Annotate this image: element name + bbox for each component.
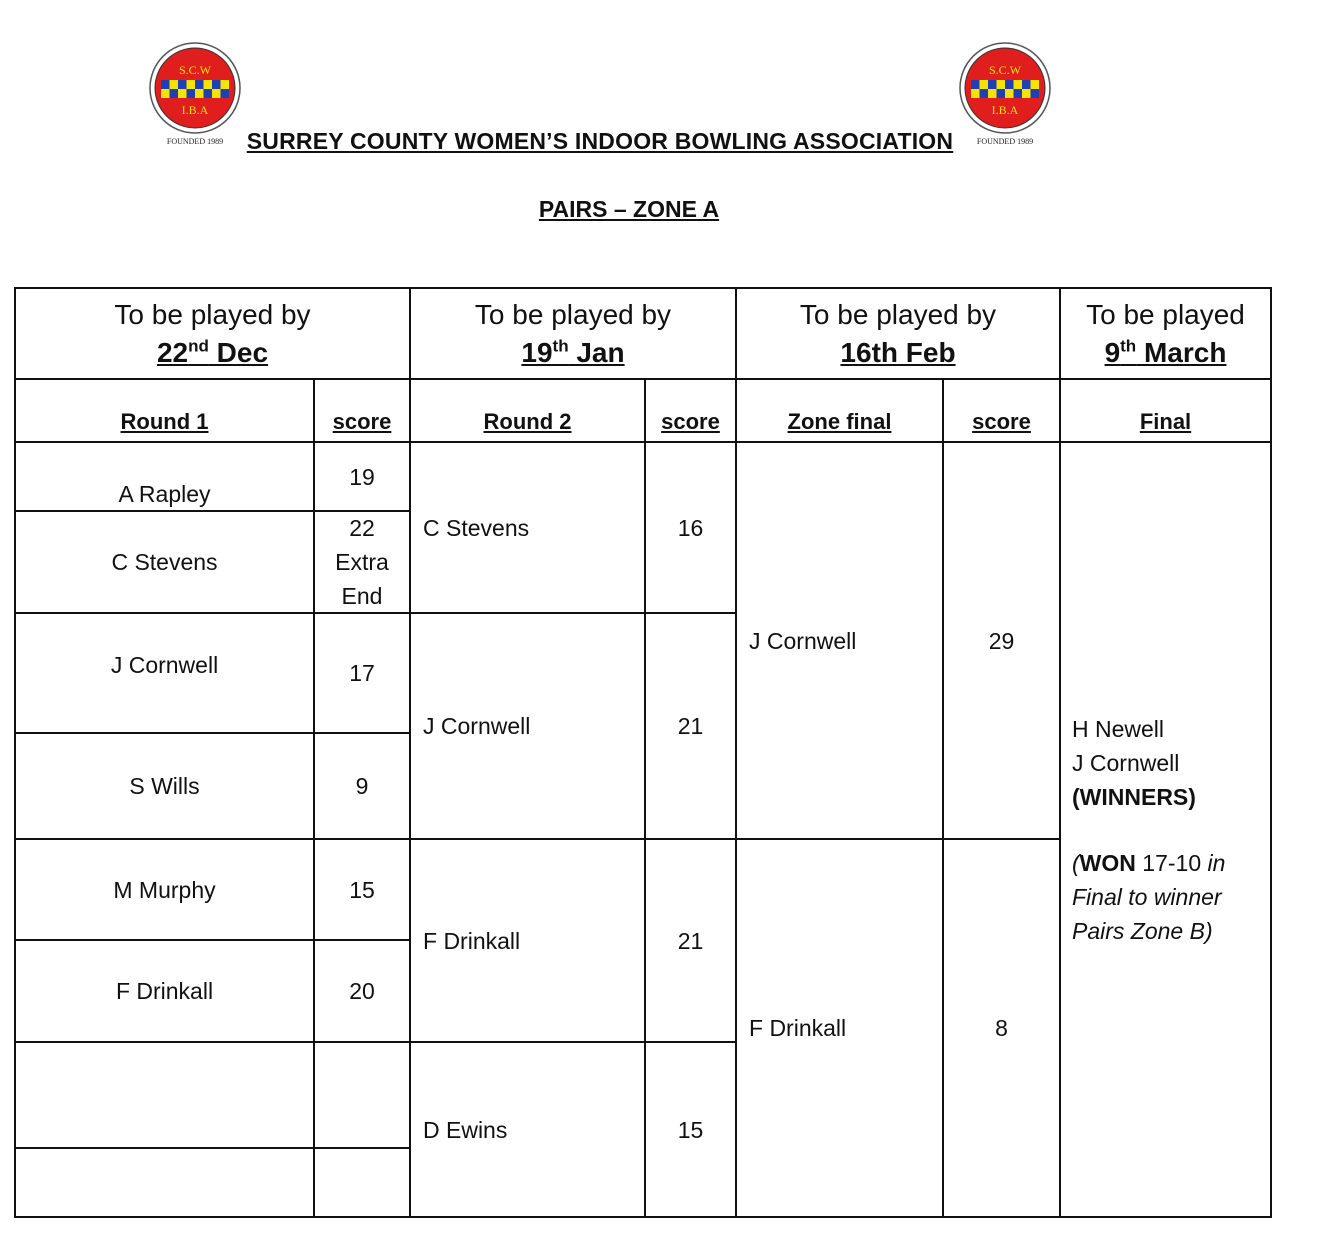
round2-player: F Drinkall <box>423 927 521 954</box>
col4-header: To be played 9th March <box>1086 298 1245 368</box>
round2-player: C Stevens <box>423 514 530 541</box>
zone-final-label: Zone final <box>787 409 892 434</box>
round1-score <box>315 1149 409 1216</box>
page-title: SURREY COUNTY WOMEN’S INDOOR BOWLING ASSOCIATION <box>246 128 954 154</box>
svg-text:I.B.A: I.B.A <box>991 103 1019 117</box>
round1-player: C Stevens <box>111 549 218 575</box>
final-label: Final <box>1139 409 1192 434</box>
round1-player: F Drinkall <box>115 978 214 1004</box>
round2-score-label: score <box>661 409 720 434</box>
winner-name: H Newell <box>1072 716 1165 742</box>
round2-score: 16 <box>677 514 704 541</box>
round1-score: 15 <box>349 876 375 903</box>
round1-score: 17 <box>349 660 375 686</box>
round2-score: 21 <box>677 713 704 739</box>
zone-final-player: J Cornwell <box>749 627 857 654</box>
round2-player: J Cornwell <box>423 713 531 739</box>
round1-player: S Wills <box>129 773 200 799</box>
zone-final-score-label: score <box>972 409 1031 434</box>
round1-player: J Cornwell <box>110 652 219 678</box>
round1-score: 22 Extra End <box>335 515 389 609</box>
svg-text:S.C.W: S.C.W <box>178 63 212 77</box>
svg-text:FOUNDED 1989: FOUNDED 1989 <box>976 137 1034 146</box>
zone-final-score: 29 <box>988 627 1015 654</box>
winners-label: (WINNERS) <box>1072 784 1196 810</box>
svg-text:S.C.W: S.C.W <box>988 63 1022 77</box>
svg-text:FOUNDED 1989: FOUNDED 1989 <box>166 137 224 146</box>
round1-score: 19 <box>349 463 375 490</box>
round1-player: A Rapley <box>118 481 211 507</box>
round1-label: Round 1 <box>120 409 209 434</box>
final-note: (WON 17-10 in Final to winner Pairs Zone B) <box>1072 850 1226 944</box>
round1-player <box>16 1043 313 1147</box>
col3-header: To be played by 16th Feb <box>799 298 997 368</box>
round2-player: D Ewins <box>423 1116 508 1143</box>
col2-header: To be played by 19th Jan <box>474 298 672 368</box>
col1-header: To be played by 22nd Dec <box>114 298 311 368</box>
round1-player <box>16 1149 313 1216</box>
page-subtitle: PAIRS – ZONE A <box>538 196 720 222</box>
round1-score <box>315 1043 409 1147</box>
svg-text:I.B.A: I.B.A <box>181 103 209 117</box>
final-result <box>1072 712 1262 948</box>
round1-player: M Murphy <box>113 876 216 903</box>
zone-final-player: F Drinkall <box>749 1015 847 1041</box>
round2-score: 15 <box>677 1116 704 1143</box>
round1-score-label: score <box>332 409 392 434</box>
round1-score: 9 <box>355 773 369 799</box>
zone-final-score: 8 <box>995 1015 1008 1041</box>
round1-score: 20 <box>349 978 375 1004</box>
winner-name: J Cornwell <box>1072 750 1180 776</box>
round2-label: Round 2 <box>483 409 572 434</box>
round2-score: 21 <box>677 927 704 954</box>
